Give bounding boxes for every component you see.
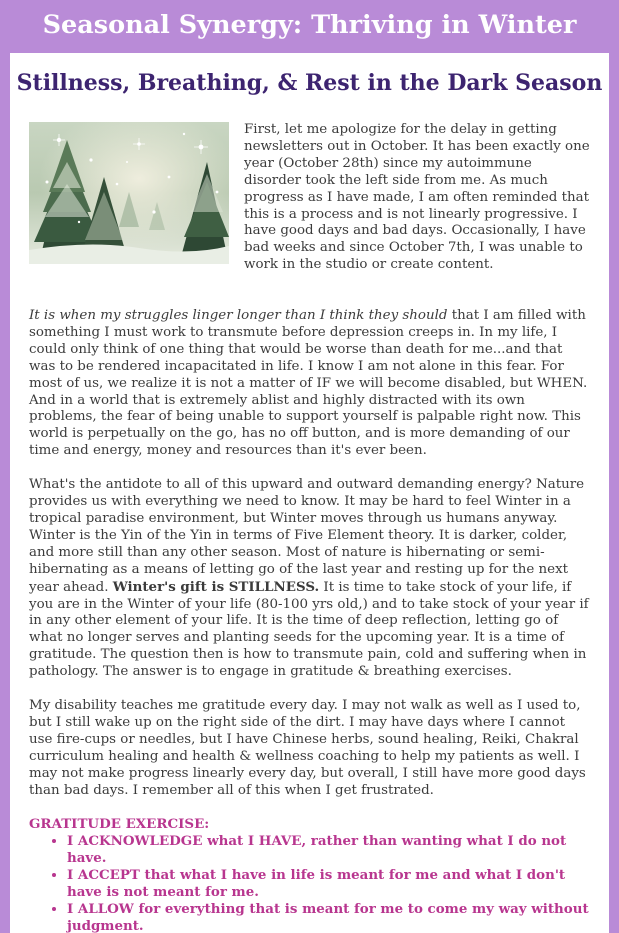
paragraph-struggles: [29, 308, 591, 460]
gratitude-exercise: [29, 816, 591, 933]
newsletter-banner: [0, 0, 619, 50]
banner-title: Seasonal Synergy: Thriving in Winter: [42, 10, 577, 40]
exercise-item-accept: • I ACCEPT that what I have in life is meant for me and what I don't have is not meant for me.: [67, 867, 591, 901]
paragraph-struggles-emphasis: It is when my struggles linger longer than I think they should: [29, 308, 448, 323]
snowy-winter-trees-image: [29, 122, 229, 264]
article-title: Stillness, Breathing, & Rest in the Dark Season: [16, 70, 603, 96]
paragraph-intro: First, let me apologize for the delay in getting newsletters out in October. It has been exactly one year (October 28th) since my autoimmune disorder took the left side from me. As much progress as I have made, I am often reminded that this is a process and is not linearly progressive. I have good days and bad days. Occasionally, I have bad weeks and since October 7th, I was unable to work in the studio or create content.: [244, 122, 590, 273]
winter-gift-highlight: Winter's gift is STILLNESS.: [112, 578, 320, 595]
paragraph-disability: My disability teaches me gratitude every day. I may not walk as well as I used to, but I still wake up on the right side of the dirt. I may have days where I cannot use fire-cups or needles, but I have Chinese herbs, sound healing, Reiki, Chakral curriculum healing and health & wellness coaching to help my patients as well. I may not make progress linearly every day, but overall, I still have more good days than bad days. I remember all of this when I get frustrated.: [29, 698, 586, 798]
exercise-heading: GRATITUDE EXERCISE:: [29, 816, 210, 833]
paragraph-winter: [29, 477, 591, 681]
exercise-list: [29, 833, 591, 933]
paragraph-winter-after: It is time to take stock of your life, if you are in the Winter of your life (80-100 yrs old,) and to take stock of your year if in any other element of your life. It is the time of deep reflection, letting go of what no longer serves and planting seeds for the upcoming year. It is a time of gratitude. The question then is how to transmute pain, cold and suffering when in pathology. The answer is to engage in gratitude & breathing exercises.: [29, 579, 589, 680]
paragraph-winter-before: What's the antidote to all of this upward and outward demanding energy? Nature provides us with everything we need to know. It may be hard to feel Winter in a tropical paradise environment, but Winter moves through us humans anyway. Winter is the Yin of the Yin in terms of Five Element theory. It is darker, colder, and more still than any other season. Most of nature is hibernating or semi-hibernating as a means of letting go of the last year and resting up for the next year ahead.: [29, 477, 585, 595]
paragraph-struggles-text: that I am filled with something I must work to transmute before depression creeps in. In my life, I could only think of one thing that would be worse than death for me...and that was to be rendered incapacitated in life. I know I am not alone in this fear. For most of us, we realize it is not a matter of IF we will become disabled, but WHEN. And in a world that is extremely ablist and highly distracted with its own problems, the fear of being unable to support yourself is palpable right now. This world is perpetually on the go, has no off button, and is more demanding of our time and energy, money and resources than it's ever been.: [29, 308, 588, 459]
article-body: [29, 122, 591, 933]
exercise-item-allow: • I ALLOW for everything that is meant for me to come my way without judgment.: [67, 901, 591, 933]
exercise-item-acknowledge: • I ACKNOWLEDGE what I HAVE, rather than wanting what I do not have.: [67, 833, 591, 867]
article-card: [10, 53, 609, 933]
